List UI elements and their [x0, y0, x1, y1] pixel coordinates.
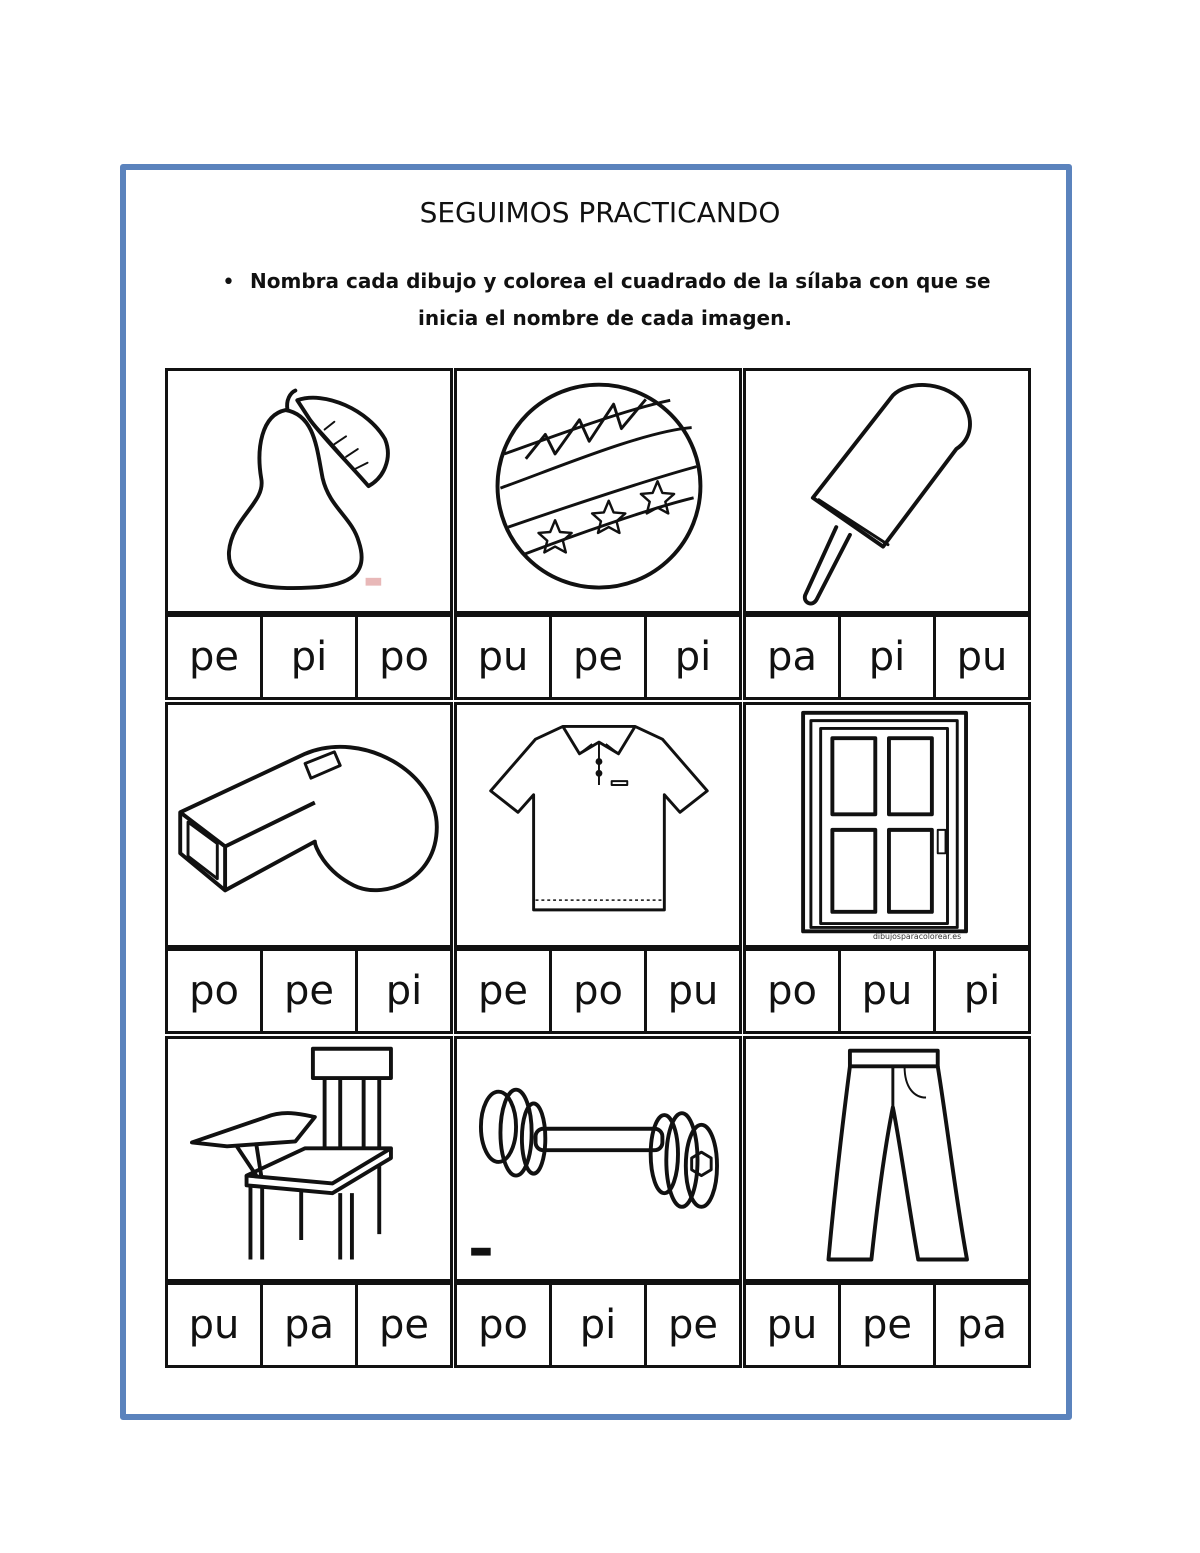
syllable-box[interactable]: po	[549, 948, 647, 1034]
syllable-row	[743, 948, 1031, 1034]
picture-box	[743, 1036, 1031, 1282]
syllable-box[interactable]: pi	[355, 948, 453, 1034]
ball-icon	[457, 371, 739, 611]
dumbbell-icon	[457, 1039, 739, 1279]
grid-row	[165, 368, 1031, 702]
syllable-box[interactable]: pa	[743, 614, 841, 700]
watermark-mark	[366, 578, 382, 586]
syllable-row	[454, 1282, 742, 1368]
syllable-box[interactable]: pa	[933, 1282, 1031, 1368]
syllable-box[interactable]: pi	[933, 948, 1031, 1034]
syllable-row	[454, 948, 742, 1034]
popsicle-icon	[746, 371, 1028, 611]
syllable-grid	[165, 368, 1031, 1370]
syllable-box[interactable]: po	[165, 948, 263, 1034]
syllable-box[interactable]: pi	[260, 614, 358, 700]
syllable-box[interactable]: pe	[454, 948, 552, 1034]
door-icon	[746, 705, 1028, 945]
syllable-row	[743, 1282, 1031, 1368]
school-desk-icon	[168, 1039, 450, 1279]
syllable-box[interactable]: pu	[644, 948, 742, 1034]
syllable-box[interactable]: pi	[838, 614, 936, 700]
syllable-box[interactable]: po	[743, 948, 841, 1034]
instruction-line-2: inicia el nombre de cada imagen.	[418, 306, 792, 330]
syllable-box[interactable]: pe	[549, 614, 647, 700]
syllable-row	[454, 614, 742, 700]
syllable-box[interactable]: pi	[549, 1282, 647, 1368]
watermark-mark	[471, 1248, 491, 1256]
syllable-box[interactable]: pu	[743, 1282, 841, 1368]
syllable-box[interactable]: pu	[838, 948, 936, 1034]
syllable-box[interactable]: po	[454, 1282, 552, 1368]
polo-shirt-icon	[457, 705, 739, 945]
grid-row	[165, 702, 1031, 1036]
syllable-row	[165, 1282, 453, 1368]
watermark-text: dibujosparacolorear.es	[872, 932, 962, 942]
pants-icon	[746, 1039, 1028, 1279]
syllable-box[interactable]: pe	[644, 1282, 742, 1368]
syllable-box[interactable]: po	[355, 614, 453, 700]
picture-box	[165, 702, 453, 948]
syllable-box[interactable]: pi	[644, 614, 742, 700]
syllable-box[interactable]: pu	[165, 1282, 263, 1368]
picture-box	[165, 368, 453, 614]
instruction-line-1: Nombra cada dibujo y colorea el cuadrado de la sílaba con que se	[250, 269, 991, 293]
syllable-box[interactable]: pa	[260, 1282, 358, 1368]
worksheet-title: SEGUIMOS PRACTICANDO	[419, 196, 781, 229]
syllable-box[interactable]: pe	[260, 948, 358, 1034]
whistle-icon	[168, 705, 450, 945]
syllable-box[interactable]: pe	[165, 614, 263, 700]
pear-icon	[168, 371, 450, 611]
syllable-row	[165, 614, 453, 700]
syllable-row	[165, 948, 453, 1034]
picture-box	[165, 1036, 453, 1282]
picture-box	[454, 1036, 742, 1282]
picture-box	[743, 368, 1031, 614]
bullet-icon: •	[222, 270, 235, 295]
syllable-box[interactable]: pu	[933, 614, 1031, 700]
picture-box	[454, 702, 742, 948]
syllable-box[interactable]: pu	[454, 614, 552, 700]
syllable-row	[743, 614, 1031, 700]
syllable-box[interactable]: pe	[838, 1282, 936, 1368]
picture-box	[743, 702, 1031, 948]
picture-box	[454, 368, 742, 614]
instruction	[250, 262, 1030, 336]
grid-row	[165, 1036, 1031, 1370]
syllable-box[interactable]: pe	[355, 1282, 453, 1368]
